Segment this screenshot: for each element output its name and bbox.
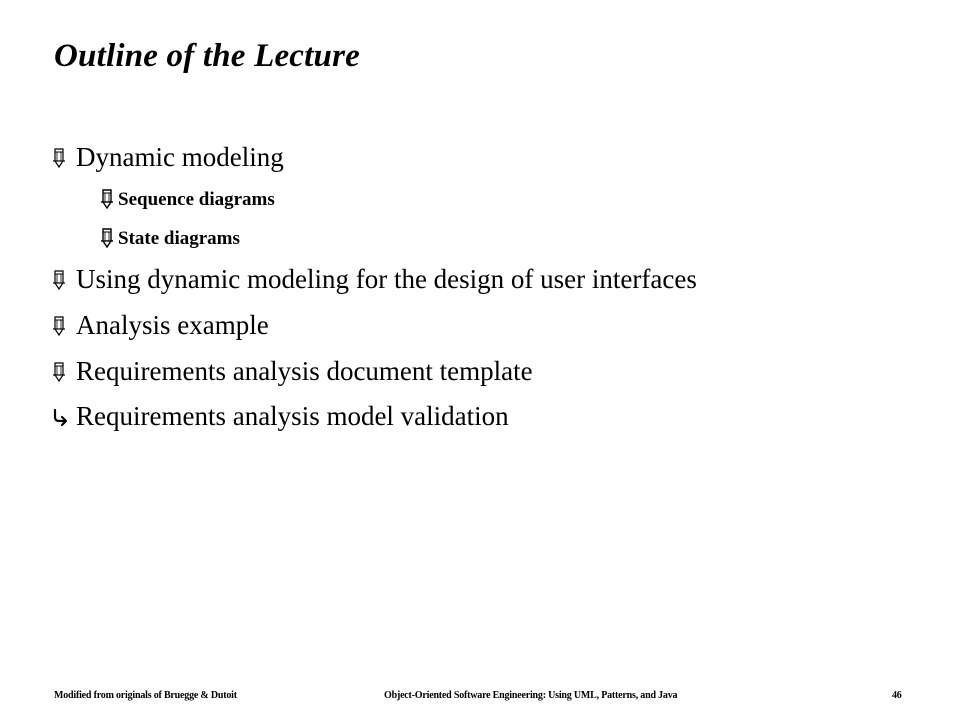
list-item — [98, 227, 240, 249]
page-number: 46 — [892, 690, 902, 701]
list-item-label: State diagrams — [118, 227, 240, 249]
list-item — [50, 144, 284, 171]
list-item-label: Requirements analysis document template — [76, 356, 533, 386]
list-item-label: Analysis example — [76, 310, 269, 340]
footer-attribution: Modified from originals of Bruegge & Dutoit — [54, 690, 237, 701]
pencil-icon — [50, 269, 76, 291]
pencil-icon — [50, 147, 76, 169]
list-item-label: Sequence diagrams — [118, 188, 275, 210]
list-item — [98, 188, 275, 210]
slide-title: Outline of the Lecture — [54, 38, 360, 74]
list-item-label: Using dynamic modeling for the design of user interfaces — [76, 264, 697, 294]
pencil-icon — [98, 188, 118, 210]
pencil-icon — [98, 227, 118, 249]
curved-arrow-icon — [50, 407, 76, 427]
list-item-label: Requirements analysis model validation — [76, 401, 509, 431]
list-item — [50, 312, 269, 339]
list-item — [50, 403, 509, 430]
list-item — [50, 266, 697, 293]
pencil-icon — [50, 361, 76, 383]
pencil-icon — [50, 315, 76, 337]
list-item — [50, 358, 533, 385]
footer-course-title: Object-Oriented Software Engineering: Using UML, Patterns, and Java — [384, 690, 678, 701]
list-item-label: Dynamic modeling — [76, 142, 284, 172]
